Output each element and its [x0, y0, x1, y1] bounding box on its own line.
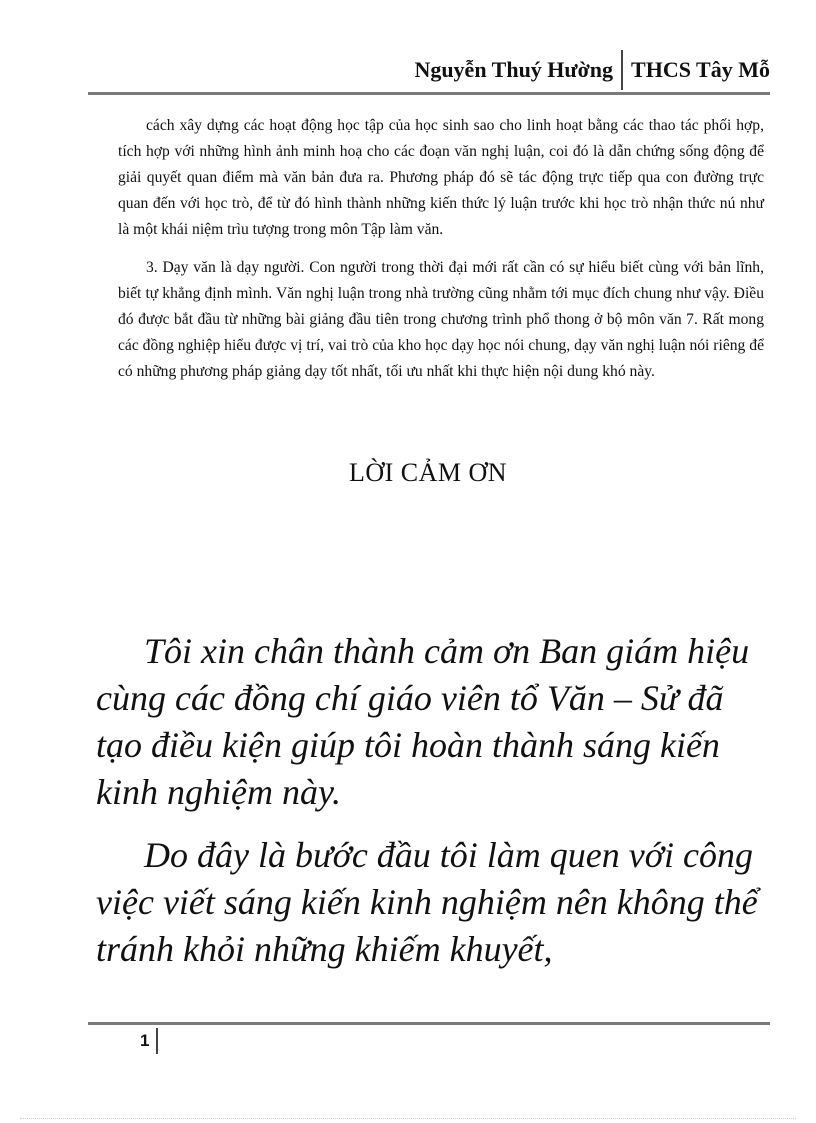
acknowledgement-paragraph: Do đây là bước đầu tôi làm quen với công việc viết sáng kiến kinh nghiệm nên không thể tránh khỏi những khiếm khuyết, [96, 835, 758, 969]
page-bottom-border [20, 1118, 796, 1119]
footer-rule [88, 1022, 770, 1025]
header-rule [88, 92, 770, 95]
page-header [414, 50, 770, 90]
body-text [118, 113, 764, 397]
page-footer [130, 1028, 158, 1054]
body-paragraph: 3. Dạy văn là dạy người. Con người trong thời đại mới rất cần có sự hiểu biết cùng với bản lĩnh, biết tự khẳng định mình. Văn nghị luận trong nhà trường cũng nhằm tới mục đích chung như vậy. Điều đó được bắt đầu từ những bài giảng đầu tiên trong chương trình phổ thong ở bộ môn văn 7. Rất mong các đồng nghiệp hiểu được vị trí, vai trò của kho học dạy học nói chung, dạy văn nghị luận nói riêng để có những phương pháp giảng dạy tốt nhất, tối ưu nhất khi thực hiện nội dung khó này. [118, 259, 764, 380]
page-number: 1 [140, 1031, 150, 1050]
acknowledgement-paragraph: Tôi xin chân thành cảm ơn Ban giám hiệu cùng các đồng chí giáo viên tổ Văn – Sử đã tạo điều kiện giúp tôi hoàn thành sáng kiến kinh nghiệm này. [96, 631, 750, 812]
acknowledgement-body [96, 628, 776, 989]
header-school: THCS Tây Mỗ [631, 57, 770, 82]
footer-separator [156, 1028, 158, 1054]
acknowledgement-title: LỜI CẢM ƠN [348, 458, 508, 487]
header-author: Nguyễn Thuý Hường [414, 57, 614, 82]
body-paragraph: cách xây dựng các hoạt động học tập của học sinh sao cho linh hoạt bằng các thao tác phối hợp, tích hợp với những hình ảnh minh hoạ cho các đoạn văn nghị luận, coi đó là dẫn chứng sống động để giải quyết quan điểm mà văn bản đưa ra. Phương pháp đó sẽ tác động trực tiếp qua con đường trực quan đến với học trò, để từ đó hình thành những kiến thức lý luận trước khi học trò nhận thức nú như là một khái niệm trìu tượng trong môn Tập làm văn. [118, 117, 764, 238]
